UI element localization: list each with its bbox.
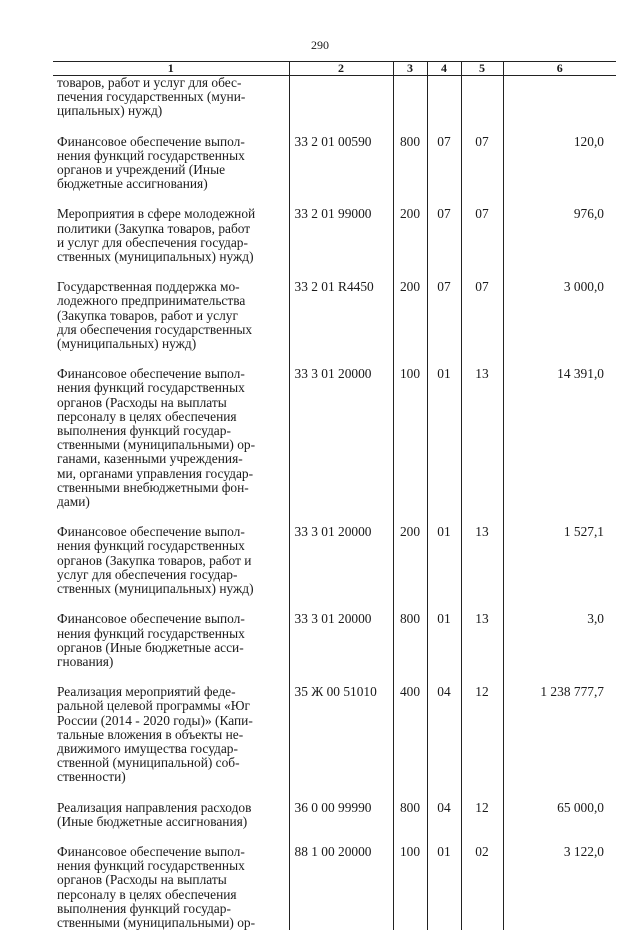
expense-name-line: для обеспечения государственных xyxy=(57,323,286,337)
amount-cell: 1 238 777,7 xyxy=(503,685,616,784)
expense-name-line: услуг для обеспечения государ- xyxy=(57,568,286,582)
spacer-cell xyxy=(427,191,461,207)
expense-name-line: ганами, казенными учреждения- xyxy=(57,452,286,466)
expense-name-line: и услуг для обеспечения государ- xyxy=(57,236,286,250)
spacer-cell xyxy=(503,785,616,801)
table-row xyxy=(53,801,616,829)
expense-name-line: печения государственных (муни- xyxy=(57,90,286,104)
expense-name-line: товаров, работ и услуг для обес- xyxy=(57,76,286,90)
budget-code-cell xyxy=(289,76,393,119)
expense-name-line: ственной (муниципальной) соб- xyxy=(57,756,286,770)
expense-name-cell xyxy=(53,525,289,596)
expense-type-cell: 800 xyxy=(393,801,427,829)
spacer-cell xyxy=(393,509,427,525)
table-header xyxy=(53,62,616,76)
section-cell: 04 xyxy=(427,801,461,829)
expense-name-line: России (2014 - 2020 годы)» (Капи- xyxy=(57,714,286,728)
subsection-cell: 13 xyxy=(461,525,503,596)
spacer-cell xyxy=(393,351,427,367)
expense-name-cell xyxy=(53,367,289,509)
table-body xyxy=(53,76,616,930)
expense-name-line: Финансовое обеспечение выпол- xyxy=(57,612,286,626)
row-spacer xyxy=(53,785,616,801)
spacer-cell xyxy=(461,119,503,135)
expense-type-cell: 100 xyxy=(393,845,427,930)
table-row xyxy=(53,525,616,596)
expense-name-line: органов (Закупка товаров, работ и xyxy=(57,554,286,568)
expense-name-line: нения функций государственных xyxy=(57,627,286,641)
expense-name-line: ственными внебюджетными фон- xyxy=(57,481,286,495)
spacer-cell xyxy=(503,351,616,367)
spacer-cell xyxy=(53,191,289,207)
spacer-cell xyxy=(393,264,427,280)
header-col-2: 2 xyxy=(289,62,393,76)
expense-name-cell xyxy=(53,280,289,351)
budget-code-cell: 33 2 01 R4450 xyxy=(289,280,393,351)
row-spacer xyxy=(53,596,616,612)
amount-cell: 3,0 xyxy=(503,612,616,669)
section-cell: 01 xyxy=(427,612,461,669)
row-spacer xyxy=(53,264,616,280)
budget-code-cell: 33 2 01 00590 xyxy=(289,135,393,192)
expense-name-line: ственными (муниципальными) ор- xyxy=(57,438,286,452)
spacer-cell xyxy=(427,669,461,685)
row-spacer xyxy=(53,351,616,367)
amount-cell: 65 000,0 xyxy=(503,801,616,829)
spacer-cell xyxy=(53,351,289,367)
budget-code-cell: 33 3 01 20000 xyxy=(289,525,393,596)
expense-name-line: Реализация мероприятий феде- xyxy=(57,685,286,699)
spacer-cell xyxy=(427,509,461,525)
row-spacer xyxy=(53,191,616,207)
section-cell: 04 xyxy=(427,685,461,784)
expense-type-cell xyxy=(393,76,427,119)
table-row xyxy=(53,207,616,264)
spacer-cell xyxy=(461,264,503,280)
subsection-cell xyxy=(461,76,503,119)
section-cell: 01 xyxy=(427,845,461,930)
expense-name-cell xyxy=(53,76,289,119)
spacer-cell xyxy=(427,351,461,367)
section-cell: 01 xyxy=(427,525,461,596)
expense-name-line: (Иные бюджетные ассигнования) xyxy=(57,815,286,829)
spacer-cell xyxy=(289,829,393,845)
subsection-cell: 13 xyxy=(461,612,503,669)
expense-name-line: персоналу в целях обеспечения xyxy=(57,410,286,424)
expense-name-line: движимого имущества государ- xyxy=(57,742,286,756)
expense-name-line: Государственная поддержка мо- xyxy=(57,280,286,294)
amount-cell: 3 122,0 xyxy=(503,845,616,930)
spacer-cell xyxy=(289,785,393,801)
spacer-cell xyxy=(461,829,503,845)
spacer-cell xyxy=(53,509,289,525)
spacer-cell xyxy=(427,785,461,801)
row-spacer xyxy=(53,119,616,135)
spacer-cell xyxy=(289,119,393,135)
expense-name-cell xyxy=(53,845,289,930)
spacer-cell xyxy=(461,509,503,525)
header-col-6: 6 xyxy=(503,62,616,76)
spacer-cell xyxy=(503,191,616,207)
budget-code-cell: 35 Ж 00 51010 xyxy=(289,685,393,784)
spacer-cell xyxy=(289,596,393,612)
amount-cell xyxy=(503,76,616,119)
spacer-cell xyxy=(393,596,427,612)
expense-name-line: ми, органами управления государ- xyxy=(57,467,286,481)
section-cell: 07 xyxy=(427,280,461,351)
amount-cell: 120,0 xyxy=(503,135,616,192)
spacer-cell xyxy=(503,596,616,612)
spacer-cell xyxy=(393,829,427,845)
expense-type-cell: 800 xyxy=(393,612,427,669)
spacer-cell xyxy=(503,509,616,525)
amount-cell: 1 527,1 xyxy=(503,525,616,596)
section-cell xyxy=(427,76,461,119)
spacer-cell xyxy=(427,264,461,280)
table-row xyxy=(53,845,616,930)
expense-name-line: ственных (муниципальных) нужд) xyxy=(57,582,286,596)
expense-name-line: дами) xyxy=(57,495,286,509)
spacer-cell xyxy=(53,785,289,801)
spacer-cell xyxy=(289,351,393,367)
subsection-cell: 02 xyxy=(461,845,503,930)
expense-name-line: (Закупка товаров, работ и услуг xyxy=(57,309,286,323)
expense-name-cell xyxy=(53,207,289,264)
row-spacer xyxy=(53,829,616,845)
spacer-cell xyxy=(427,119,461,135)
table-row xyxy=(53,280,616,351)
table-row xyxy=(53,612,616,669)
section-cell: 01 xyxy=(427,367,461,509)
spacer-cell xyxy=(461,351,503,367)
header-col-5: 5 xyxy=(461,62,503,76)
expense-type-cell: 100 xyxy=(393,367,427,509)
budget-code-cell: 33 3 01 20000 xyxy=(289,367,393,509)
expense-name-cell xyxy=(53,135,289,192)
expense-name-line: Финансовое обеспечение выпол- xyxy=(57,367,286,381)
expense-name-line: лодежного предпринимательства xyxy=(57,294,286,308)
spacer-cell xyxy=(393,119,427,135)
expense-name-line: бюджетные ассигнования) xyxy=(57,177,286,191)
budget-code-cell: 88 1 00 20000 xyxy=(289,845,393,930)
table-row xyxy=(53,367,616,509)
expense-name-line: нения функций государственных xyxy=(57,149,286,163)
spacer-cell xyxy=(393,191,427,207)
spacer-cell xyxy=(503,264,616,280)
spacer-cell xyxy=(503,669,616,685)
subsection-cell: 07 xyxy=(461,280,503,351)
expense-type-cell: 400 xyxy=(393,685,427,784)
spacer-cell xyxy=(427,829,461,845)
expense-name-line: (муниципальных) нужд) xyxy=(57,337,286,351)
expense-type-cell: 200 xyxy=(393,525,427,596)
expense-name-line: Финансовое обеспечение выпол- xyxy=(57,845,286,859)
spacer-cell xyxy=(53,669,289,685)
expense-name-cell xyxy=(53,801,289,829)
spacer-cell xyxy=(53,264,289,280)
section-cell: 07 xyxy=(427,207,461,264)
expense-name-line: политики (Закупка товаров, работ xyxy=(57,222,286,236)
budget-table xyxy=(53,61,616,930)
spacer-cell xyxy=(461,669,503,685)
spacer-cell xyxy=(461,596,503,612)
table-row xyxy=(53,685,616,784)
budget-code-cell: 33 2 01 99000 xyxy=(289,207,393,264)
subsection-cell: 07 xyxy=(461,135,503,192)
amount-cell: 976,0 xyxy=(503,207,616,264)
spacer-cell xyxy=(53,119,289,135)
expense-name-line: Мероприятия в сфере молодежной xyxy=(57,207,286,221)
spacer-cell xyxy=(289,191,393,207)
expense-name-line: ственности) xyxy=(57,770,286,784)
table-row xyxy=(53,135,616,192)
row-spacer xyxy=(53,509,616,525)
spacer-cell xyxy=(289,509,393,525)
expense-name-line: Финансовое обеспечение выпол- xyxy=(57,135,286,149)
expense-name-cell xyxy=(53,685,289,784)
expense-name-line: тальные вложения в объекты не- xyxy=(57,728,286,742)
expense-name-cell xyxy=(53,612,289,669)
expense-type-cell: 800 xyxy=(393,135,427,192)
expense-name-line: органов (Расходы на выплаты xyxy=(57,873,286,887)
subsection-cell: 13 xyxy=(461,367,503,509)
expense-name-line: нения функций государственных xyxy=(57,859,286,873)
expense-name-line: ственными (муниципальными) ор- xyxy=(57,916,286,930)
expense-name-line: нения функций государственных xyxy=(57,539,286,553)
spacer-cell xyxy=(53,829,289,845)
expense-name-line: выполнения функций государ- xyxy=(57,902,286,916)
expense-name-line: органов (Иные бюджетные асси- xyxy=(57,641,286,655)
expense-name-line: персоналу в целях обеспечения xyxy=(57,888,286,902)
expense-name-line: выполнения функций государ- xyxy=(57,424,286,438)
expense-name-line: органов и учреждений (Иные xyxy=(57,163,286,177)
amount-cell: 14 391,0 xyxy=(503,367,616,509)
expense-type-cell: 200 xyxy=(393,207,427,264)
subsection-cell: 07 xyxy=(461,207,503,264)
expense-name-line: ственных (муниципальных) нужд) xyxy=(57,250,286,264)
spacer-cell xyxy=(393,669,427,685)
subsection-cell: 12 xyxy=(461,685,503,784)
expense-name-line: Реализация направления расходов xyxy=(57,801,286,815)
table-row xyxy=(53,76,616,119)
amount-cell: 3 000,0 xyxy=(503,280,616,351)
section-cell: 07 xyxy=(427,135,461,192)
spacer-cell xyxy=(289,669,393,685)
spacer-cell xyxy=(393,785,427,801)
expense-name-line: ральной целевой программы «Юг xyxy=(57,699,286,713)
header-col-4: 4 xyxy=(427,62,461,76)
expense-name-line: нения функций государственных xyxy=(57,381,286,395)
spacer-cell xyxy=(53,596,289,612)
spacer-cell xyxy=(461,191,503,207)
spacer-cell xyxy=(461,785,503,801)
expense-name-line: гнования) xyxy=(57,655,286,669)
spacer-cell xyxy=(503,119,616,135)
header-col-3: 3 xyxy=(393,62,427,76)
expense-name-line: Финансовое обеспечение выпол- xyxy=(57,525,286,539)
spacer-cell xyxy=(289,264,393,280)
budget-code-cell: 33 3 01 20000 xyxy=(289,612,393,669)
header-col-1: 1 xyxy=(53,62,289,76)
subsection-cell: 12 xyxy=(461,801,503,829)
page-number: 290 xyxy=(0,38,640,53)
budget-code-cell: 36 0 00 99990 xyxy=(289,801,393,829)
spacer-cell xyxy=(503,829,616,845)
expense-name-line: ципальных) нужд) xyxy=(57,104,286,118)
expense-type-cell: 200 xyxy=(393,280,427,351)
row-spacer xyxy=(53,669,616,685)
expense-name-line: органов (Расходы на выплаты xyxy=(57,396,286,410)
spacer-cell xyxy=(427,596,461,612)
